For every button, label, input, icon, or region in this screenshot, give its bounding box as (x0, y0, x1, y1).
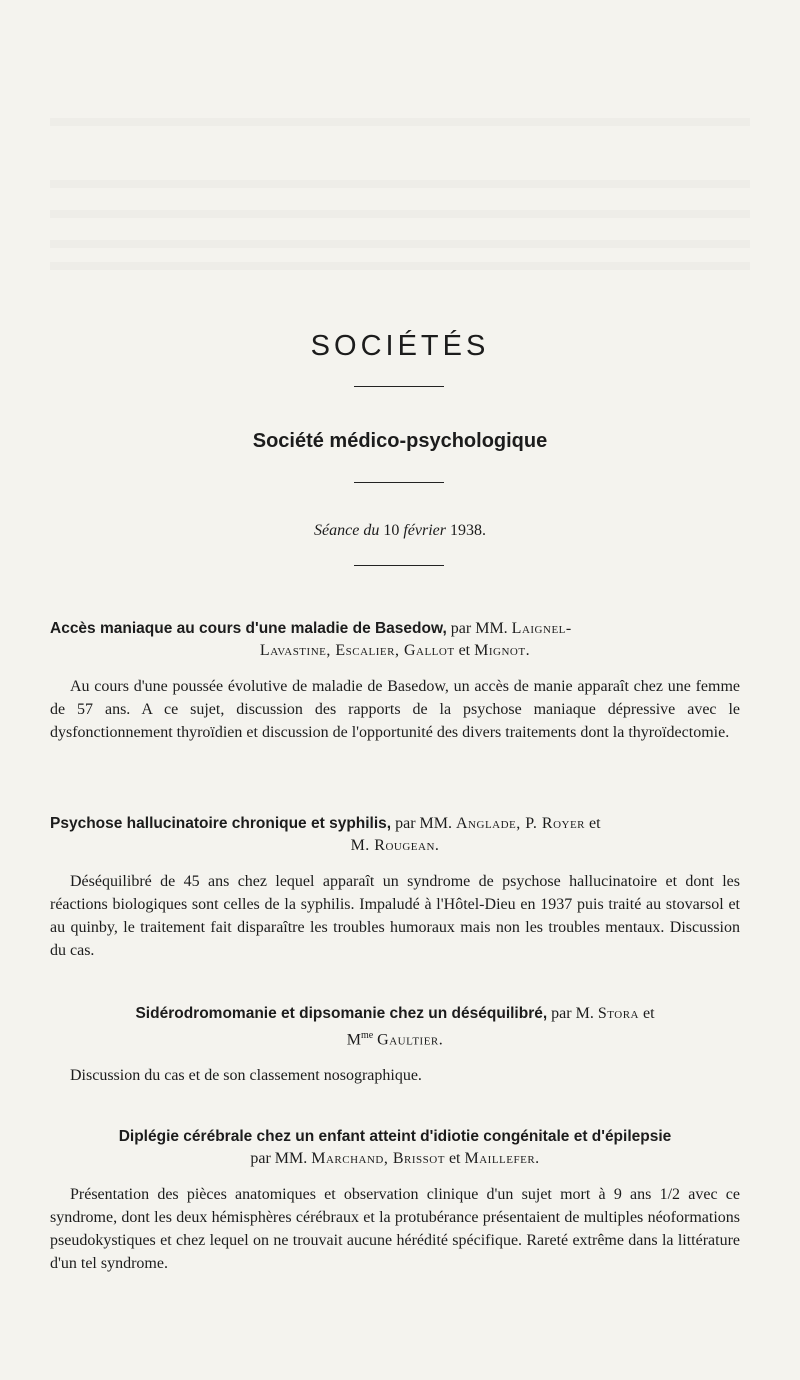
bleed-through-mark (50, 180, 750, 188)
society-title: Société médico-psychologique (252, 430, 548, 452)
communication-section (50, 1126, 740, 1275)
communication-section (50, 1003, 740, 1087)
communication-authors: Stora (597, 1005, 639, 1022)
communication-authors: M. Rougean. (350, 837, 440, 854)
seance-month: février (403, 522, 446, 539)
communication-by: par MM. (450, 620, 508, 637)
communication-authors: Lavastine, Escalier, Gallot (259, 642, 455, 659)
communication-title: Accès maniaque au cours d'une maladie de Basedow, (50, 620, 447, 637)
communication-heading (50, 1126, 740, 1170)
communication-authors: Maillefer. (464, 1150, 540, 1167)
communication-by: par M. (551, 1005, 594, 1022)
bleed-through-mark (50, 118, 750, 126)
communication-heading (50, 618, 740, 662)
communication-heading (50, 1003, 740, 1051)
communication-authors: Marchand, Brissot (311, 1150, 445, 1167)
communication-authors: Laignel- (511, 620, 572, 637)
seance-year: 1938. (449, 522, 486, 539)
page-title: SOCIÉTÉS (310, 330, 490, 362)
communication-and: et (448, 1150, 461, 1167)
communication-and: et (458, 642, 471, 659)
communication-title-prefix: M (346, 1031, 361, 1049)
communication-summary: Discussion du cas et de son classement nosographique. (70, 1067, 422, 1085)
bleed-through-mark (50, 210, 750, 218)
communication-title-sup: me (360, 1030, 374, 1041)
seance-date (0, 522, 800, 540)
communication-and: et (642, 1005, 655, 1022)
communication-summary: Présentation des pièces anatomiques et observation clinique d'un sujet mort à 9 ans 1/2 avec ce syndrome, dont les deux hémisphères cérébraux et la protubérance présentaient de multiples néoformations pseudokystiques et chez lequel on ne trouvait aucune hérédité spécifique. Rareté extrême dans la littérature d'un tel syndrome. (50, 1186, 740, 1272)
communication-authors: Mignot. (474, 642, 531, 659)
communication-by: par MM. (250, 1150, 308, 1167)
divider (354, 565, 444, 566)
communication-section (50, 618, 740, 744)
communication-summary: Déséquilibré de 45 ans chez lequel apparaît un syndrome de psychose hallucinatoire et dont les réactions biologiques sont celles de la syphilis. Impaludé à l'Hôtel-Dieu en 1937 puis traité au stovarsol et au quinby, le traitement fait disparaître les troubles humoraux mais non les troubles mentaux. Discussion du cas. (50, 873, 740, 959)
seance-prefix: Séance du (314, 522, 380, 539)
communication-title: Diplégie cérébrale chez un enfant atteint d'idiotie congénitale et d'épilepsie (118, 1128, 672, 1145)
bleed-through-mark (50, 262, 750, 270)
communication-and: et (589, 815, 601, 832)
communication-authors: Gaultier. (377, 1031, 444, 1049)
communication-by: par MM. (395, 815, 452, 832)
communication-authors: Anglade, P. Royer (456, 815, 586, 832)
seance-day: 10 (383, 522, 400, 539)
communication-title: Sidérodromomanie et dipsomanie chez un déséquilibré, (135, 1005, 548, 1022)
communication-title: Psychose hallucinatoire chronique et syphilis, (50, 815, 392, 832)
communication-heading (50, 813, 740, 857)
divider (354, 386, 444, 387)
bleed-through-mark (50, 240, 750, 248)
communication-summary: Au cours d'une poussée évolutive de maladie de Basedow, un accès de manie apparaît chez une femme de 57 ans. A ce sujet, discussion des rapports de la psychose maniaque dépressive avec le dysfonctionnement thyroïdien et discussion de l'opportunité des divers traitements dont la thyroïdectomie. (50, 678, 740, 741)
communication-section (50, 813, 740, 962)
divider (354, 482, 444, 483)
